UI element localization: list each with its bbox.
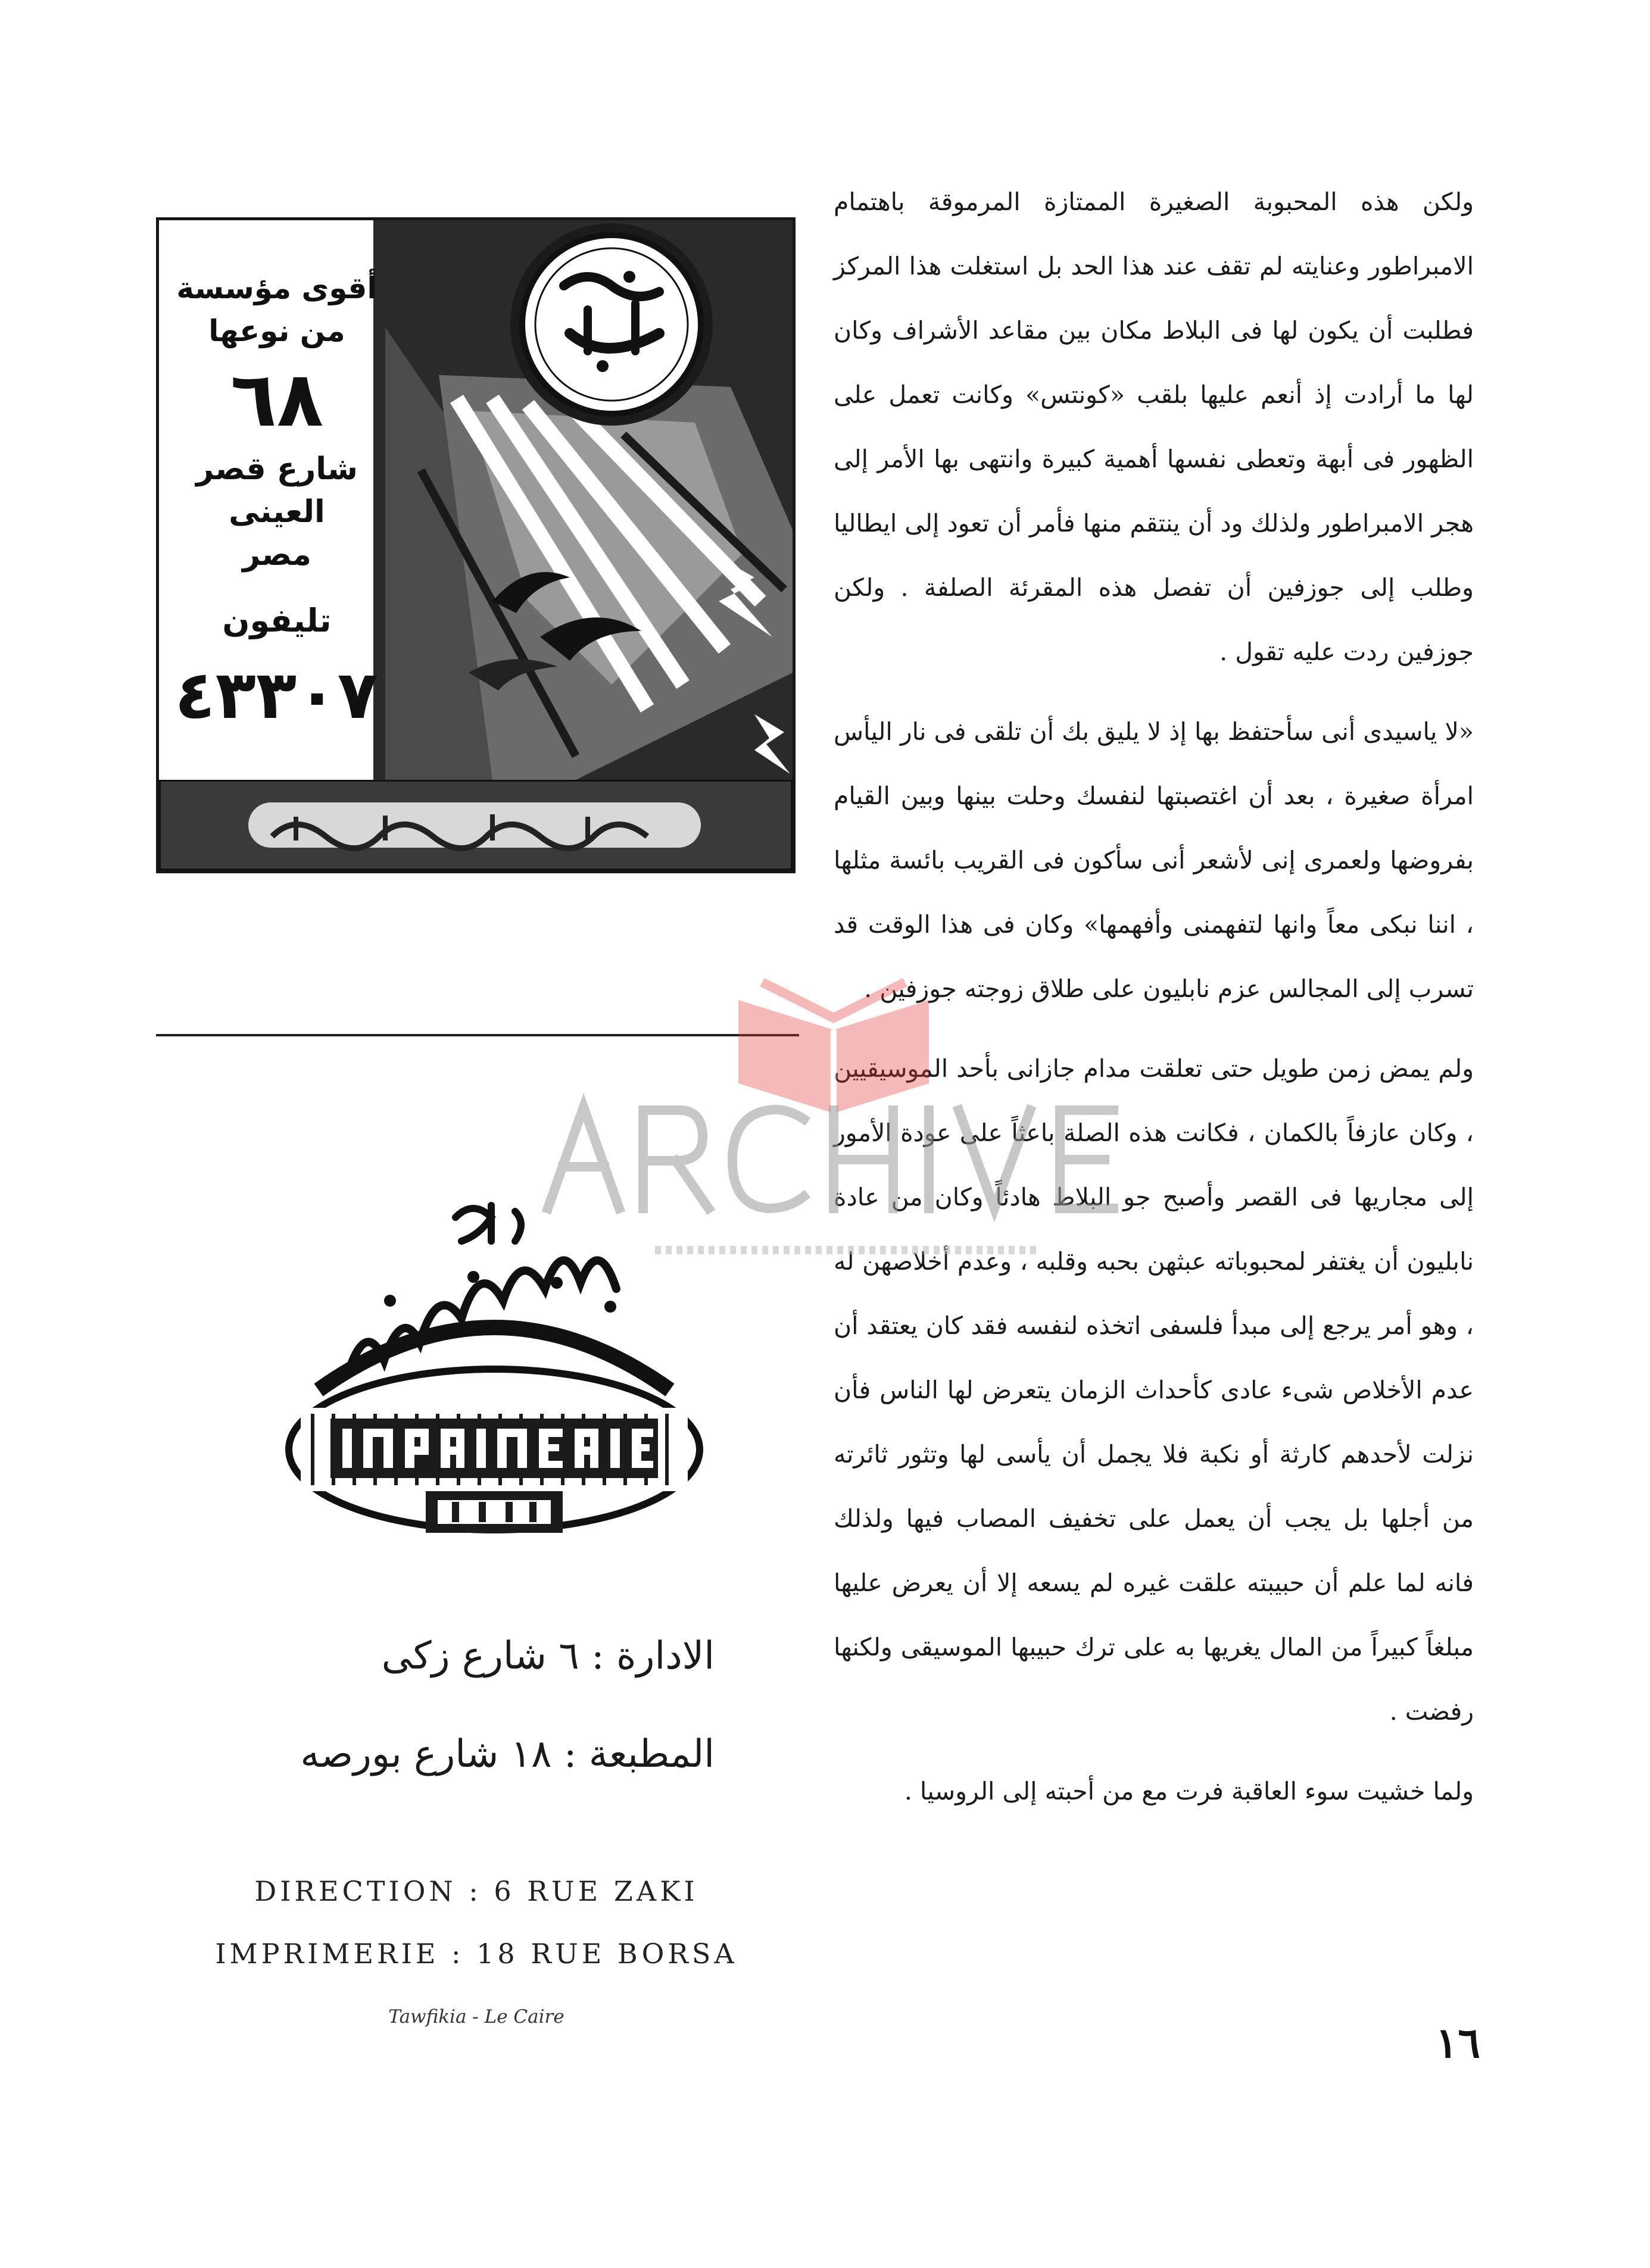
article-paragraph: «لا ياسيدى أنى سأحتفظ بها إذ لا يليق بك أن تلقى فى نار اليأس امرأة صغيرة ، بعد أن اغتصبتها لنفسك وحلت بينها وبين القيام بفروضها ولعمرى إنى لأشعر أنى سأكون فى القريب بائسة مثلها ، اننا نبكى معاً وانها لتفهمنى وأفهمها» وكان فى هذا الوقت قد تسرب إلى المجالس عزم نابليون على طلاق زوجته جوزفين . [834,717,1474,1003]
fajr-contact-info [176,249,378,761]
article-paragraph: ولم يمض زمن طويل حتى تعلقت مدام جازانى بأحد الموسيقيين ، وكان عازفاً بالكمان ، فكانت هذه الصلة باعثاً على عودة الأمور إلى مجاريها فى القصر وأصبح جو البلاط هادئاً وكان من عادة نابليون أن يغتفر لمحبوباته عبثهن بحبه وقلبه ، وعدم أخلاصهن له ، وهو أمر يرجع إلى مبدأ فلسفى اتخذه لنفسه فقد كان يعتقد أن عدم الأخلاص شىء عادى كأحداث الزمان يتعرض لها الناس فأن نزلت لأحدهم كارثة أو نكبة فلا يجمل أن يأسى لها وتثور ثائرته من أجلها بل يجب أن يعمل على تخفيف المصاب فيها ولذلك فانه لما علم أن حبيبته علقت غيره لم يسعه إلا أن يعرض عليها مبلغاً كبيراً من المال يغريها به على ترك حبيبها الموسيقى ولكنها رفضت . [834,1054,1474,1726]
press-printing-address-ar: المطبعة : ١٨ شارع بورصه [300,1732,715,1776]
fajr-company-band [159,780,793,870]
fajr-street-number: ٦٨ [230,355,324,444]
article-paragraph: ولما خشيت سوء العاقبة فرت مع من أحبته إلى الروسيا . [904,1777,1474,1805]
fajr-street: شارع قصر العينى [196,451,358,530]
press-printing-address-en: IMPRIMERIE : 18 RUE BORSA [215,1938,738,1970]
article-paragraph: ولكن هذه المحبوبة الصغيرة الممتازة المرموقة باهتمام الامبراطور وعنايته لم تقف عند هذا الحد بل استغلت هذا المركز فطلبت أن يكون لها فى البلاط مكان بين مقاعد الأشراف وكان لها ما أرادت إذ أنعم عليها بلقب «كونتس» وكانت تعمل على الظهور فى أبهة وتعطى نفسها أهمية كبيرة وانتهى بها الأمر إلى هجر الامبراطور ولذلك ود أن ينتقم منها فأمر أن تعود إلى ايطاليا وطلب إلى جوزفين أن تفصل هذه المقرئة الصلفة . ولكن جوزفين ردت عليه تقول . [834,188,1474,666]
fajr-advertisement [156,217,796,873]
article-text [834,170,1474,1823]
press-admin-address-en: DIRECTION : 6 RUE ZAKI [254,1875,698,1907]
fajr-phone-number: ٤٣٣٠٧ [174,657,378,734]
imprimerie-emblem [277,1194,712,1580]
fajr-city: مصر [242,537,311,573]
column-divider [156,1034,799,1036]
press-city-note: Tawfikia - Le Caire [388,2006,564,2028]
fajr-slogan-line: من نوعها [208,314,345,348]
fajr-phone-label: تليفون [222,602,332,639]
page-number: ١٦ [1435,2018,1480,2067]
fajr-slogan-line: أقوى مؤسسة [176,271,378,305]
press-admin-address-ar: الادارة : ٦ شارع زكى [381,1634,715,1678]
